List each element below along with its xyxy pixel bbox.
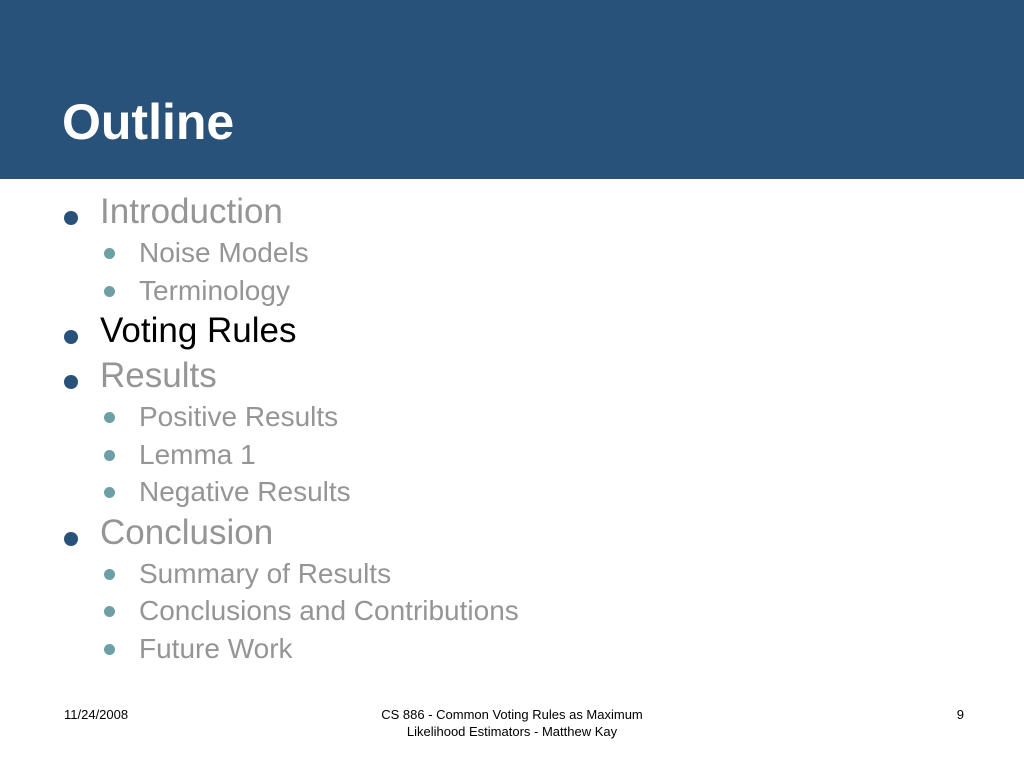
outline-item-label: Negative Results — [139, 476, 351, 507]
outline-item-label: Conclusions and Contributions — [139, 595, 519, 626]
bullet-icon — [104, 286, 115, 297]
bullet-icon — [104, 644, 115, 655]
footer-title — [330, 706, 694, 740]
bullet-icon — [104, 487, 115, 498]
bullet-icon — [64, 330, 78, 344]
footer-page-number: 9 — [956, 707, 964, 722]
slide-title: Outline — [62, 94, 235, 150]
outline-item-label: Voting Rules — [100, 311, 297, 350]
bullet-icon — [64, 211, 78, 225]
outline-item-label: Terminology — [139, 275, 290, 306]
footer-title-line-1: CS 886 - Common Voting Rules as Maximum — [381, 707, 643, 722]
outline-item-label: Introduction — [100, 192, 283, 231]
footer-date: 11/24/2008 — [64, 707, 129, 722]
outline-item-label: Noise Models — [139, 237, 309, 268]
outline-item-label: Summary of Results — [139, 558, 392, 589]
outline-item-label: Lemma 1 — [139, 439, 256, 470]
bullet-icon — [104, 606, 115, 617]
bullet-icon — [104, 569, 115, 580]
outline-item-label: Future Work — [139, 633, 293, 664]
bullet-icon — [104, 450, 115, 461]
bullet-icon — [104, 412, 115, 423]
bullet-icon — [104, 248, 115, 259]
outline-item-label: Results — [100, 356, 217, 395]
bullet-icon — [64, 375, 78, 389]
outline-item-label: Conclusion — [100, 513, 274, 552]
outline-item-label: Positive Results — [139, 401, 339, 432]
bullet-icon — [64, 532, 78, 546]
footer-title-line-2: Likelihood Estimators - Matthew Kay — [406, 724, 618, 739]
